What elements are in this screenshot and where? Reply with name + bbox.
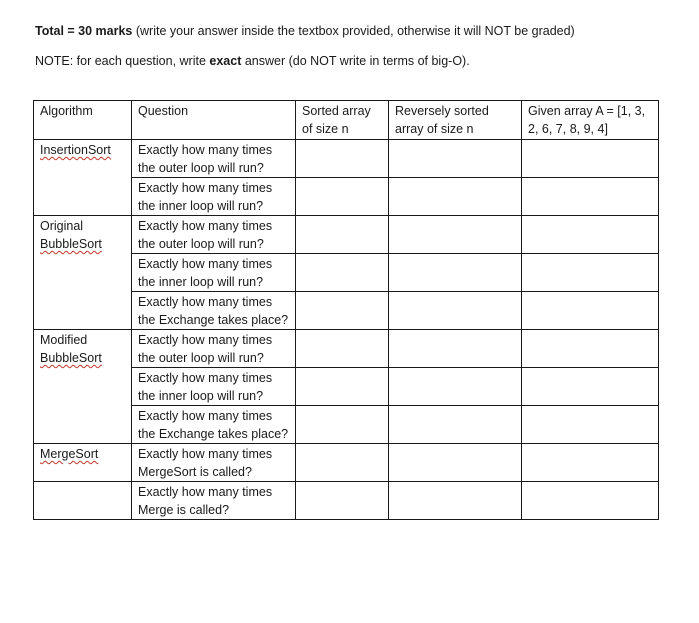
answer-textbox[interactable] — [296, 178, 389, 216]
question-cell: Exactly how many times MergeSort is called? — [132, 444, 296, 482]
answer-textbox[interactable] — [389, 254, 522, 292]
answer-textbox[interactable] — [296, 292, 389, 330]
question-cell: Exactly how many times the Exchange takes place? — [132, 292, 296, 330]
algorithm-name-line1: Original — [40, 219, 84, 233]
total-marks-label: Total = 30 marks — [35, 24, 133, 38]
algorithm-name-line2: BubbleSort — [40, 237, 102, 251]
question-cell: Exactly how many times the inner loop will run? — [132, 254, 296, 292]
answer-textbox[interactable] — [522, 178, 659, 216]
header-sorted-array: Sorted array of size n — [296, 101, 389, 140]
question-cell: Exactly how many times the inner loop will run? — [132, 368, 296, 406]
algorithm-cell — [34, 368, 132, 406]
answer-textbox[interactable] — [389, 406, 522, 444]
answer-textbox[interactable] — [296, 368, 389, 406]
answer-textbox[interactable] — [522, 482, 659, 520]
table-row — [34, 292, 659, 330]
answer-textbox[interactable] — [522, 406, 659, 444]
algorithm-cell — [34, 292, 132, 330]
grading-note: (write your answer inside the textbox provided, otherwise it will NOT be graded) — [132, 24, 575, 38]
algorithm-cell — [34, 406, 132, 444]
answer-textbox[interactable] — [389, 140, 522, 178]
answer-textbox[interactable] — [389, 292, 522, 330]
answer-table — [33, 100, 659, 520]
table-row — [34, 444, 659, 482]
exact-answer-note — [35, 54, 470, 68]
question-cell: Exactly how many times the outer loop will run? — [132, 216, 296, 254]
answer-textbox[interactable] — [522, 292, 659, 330]
algorithm-name: InsertionSort — [40, 143, 111, 157]
total-marks-instruction — [35, 24, 575, 38]
answer-textbox[interactable] — [296, 482, 389, 520]
answer-textbox[interactable] — [296, 444, 389, 482]
note-suffix: answer (do NOT write in terms of big-O). — [241, 54, 470, 68]
answer-textbox[interactable] — [389, 178, 522, 216]
table-row — [34, 368, 659, 406]
header-reversely-sorted-array: Reversely sorted array of size n — [389, 101, 522, 140]
answer-textbox[interactable] — [389, 444, 522, 482]
answer-textbox[interactable] — [296, 330, 389, 368]
question-cell: Exactly how many times the inner loop will run? — [132, 178, 296, 216]
table-row — [34, 216, 659, 254]
answer-textbox[interactable] — [389, 368, 522, 406]
table-row — [34, 178, 659, 216]
header-question: Question — [132, 101, 296, 140]
answer-textbox[interactable] — [296, 216, 389, 254]
question-cell: Exactly how many times Merge is called? — [132, 482, 296, 520]
question-cell: Exactly how many times the outer loop will run? — [132, 140, 296, 178]
table-row — [34, 330, 659, 368]
algorithm-cell — [34, 178, 132, 216]
question-cell: Exactly how many times the Exchange takes place? — [132, 406, 296, 444]
answer-textbox[interactable] — [522, 368, 659, 406]
answer-textbox[interactable] — [522, 140, 659, 178]
table-row — [34, 140, 659, 178]
table-row — [34, 406, 659, 444]
answer-textbox[interactable] — [389, 482, 522, 520]
algorithm-name-line1: Modified — [40, 333, 88, 347]
answer-textbox[interactable] — [296, 406, 389, 444]
answer-textbox[interactable] — [522, 444, 659, 482]
table-row — [34, 254, 659, 292]
answer-textbox[interactable] — [389, 216, 522, 254]
answer-textbox[interactable] — [522, 254, 659, 292]
algorithm-cell — [34, 216, 132, 254]
note-prefix: NOTE: for each question, write — [35, 54, 210, 68]
question-cell: Exactly how many times the outer loop will run? — [132, 330, 296, 368]
answer-textbox[interactable] — [522, 216, 659, 254]
answer-textbox[interactable] — [522, 330, 659, 368]
answer-textbox[interactable] — [389, 330, 522, 368]
header-algorithm: Algorithm — [34, 101, 132, 140]
table-row — [34, 482, 659, 520]
algorithm-cell — [34, 330, 132, 368]
answer-textbox[interactable] — [296, 254, 389, 292]
algorithm-cell — [34, 254, 132, 292]
note-exact-word: exact — [209, 54, 242, 68]
header-given-array: Given array A = [1, 3, 2, 6, 7, 8, 9, 4] — [522, 101, 659, 140]
algorithm-name: MergeSort — [40, 447, 99, 461]
answer-textbox[interactable] — [296, 140, 389, 178]
algorithm-name-line2: BubbleSort — [40, 351, 102, 365]
algorithm-cell — [34, 140, 132, 178]
algorithm-cell — [34, 482, 132, 520]
algorithm-cell — [34, 444, 132, 482]
header-row — [34, 101, 659, 140]
